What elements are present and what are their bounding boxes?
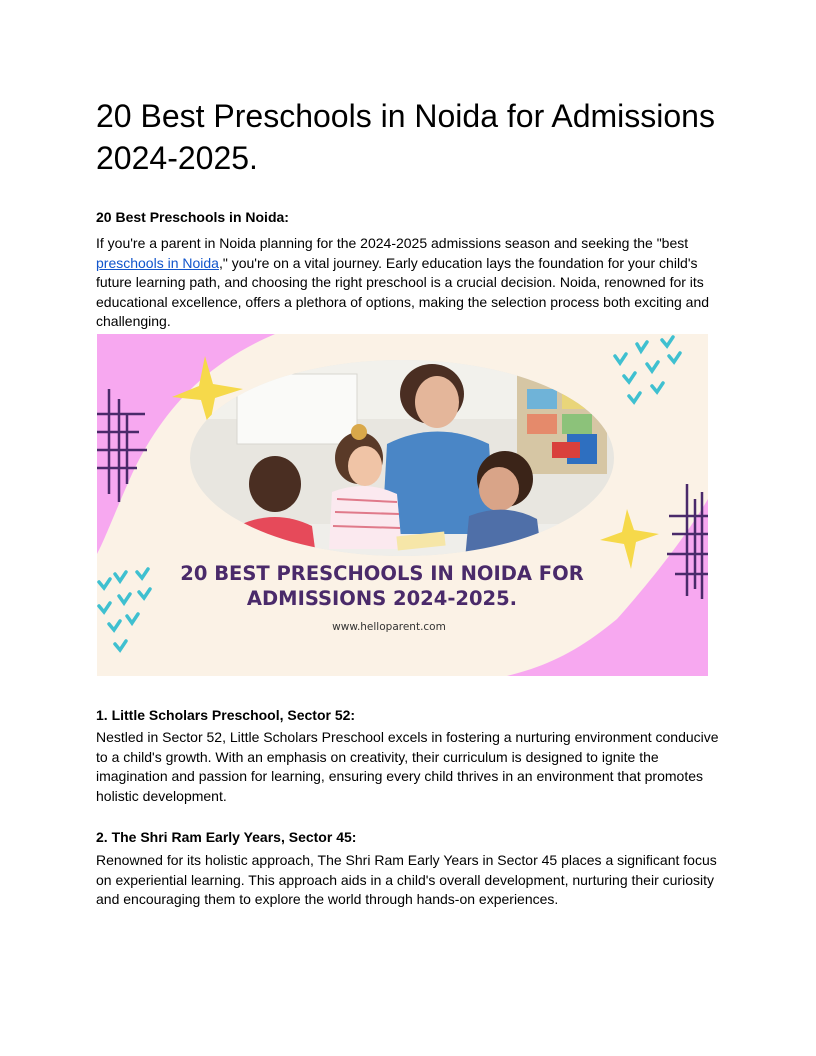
intro-text-before-link: If you're a parent in Noida planning for the 2024-2025 admissions season and seeking the "best (96, 235, 689, 251)
section-body-2: Renowned for its holistic approach, The Shri Ram Early Years in Sector 45 places a significant focus on experiential learning. This approach aids in a child's overall development, nurturing their curiosity and encouraging them to explore the world through hands-on experiences. (96, 852, 717, 907)
section-heading-1: 1. Little Scholars Preschool, Sector 52: (96, 707, 356, 723)
page-title: 20 Best Preschools in Noida for Admissions 2024-2025. (96, 98, 715, 176)
section-subheading: 20 Best Preschools in Noida: (96, 209, 289, 225)
banner-image (97, 334, 708, 676)
section-heading-2: 2. The Shri Ram Early Years, Sector 45: (96, 829, 357, 845)
banner-website: www.helloparent.com (332, 621, 446, 633)
section-body-1: Nestled in Sector 52, Little Scholars Preschool excels in fostering a nurturing environment conducive to a child's growth. With an emphasis on creativity, their curriculum is designed to ignite the imagination and passion for learning, ensuring every child thrives in an environment that promotes holistic development. (96, 729, 719, 804)
preschools-in-noida-link[interactable]: preschools in Noida (96, 254, 219, 271)
intro-text-after-link: ," you're on a vital journey. Early education lays the foundation for your child's future learning path, and choosing the right preschool is a crucial decision. Noida, renowned for its educational excellence, offers a plethora of options, making the selection process both exciting and challenging. (96, 254, 710, 329)
banner-headline-line1: 20 BEST PRESCHOOLS IN NOIDA FOR (180, 562, 584, 585)
intro-paragraph (96, 234, 720, 332)
banner-headline-line2: ADMISSIONS 2024-2025. (246, 587, 518, 610)
